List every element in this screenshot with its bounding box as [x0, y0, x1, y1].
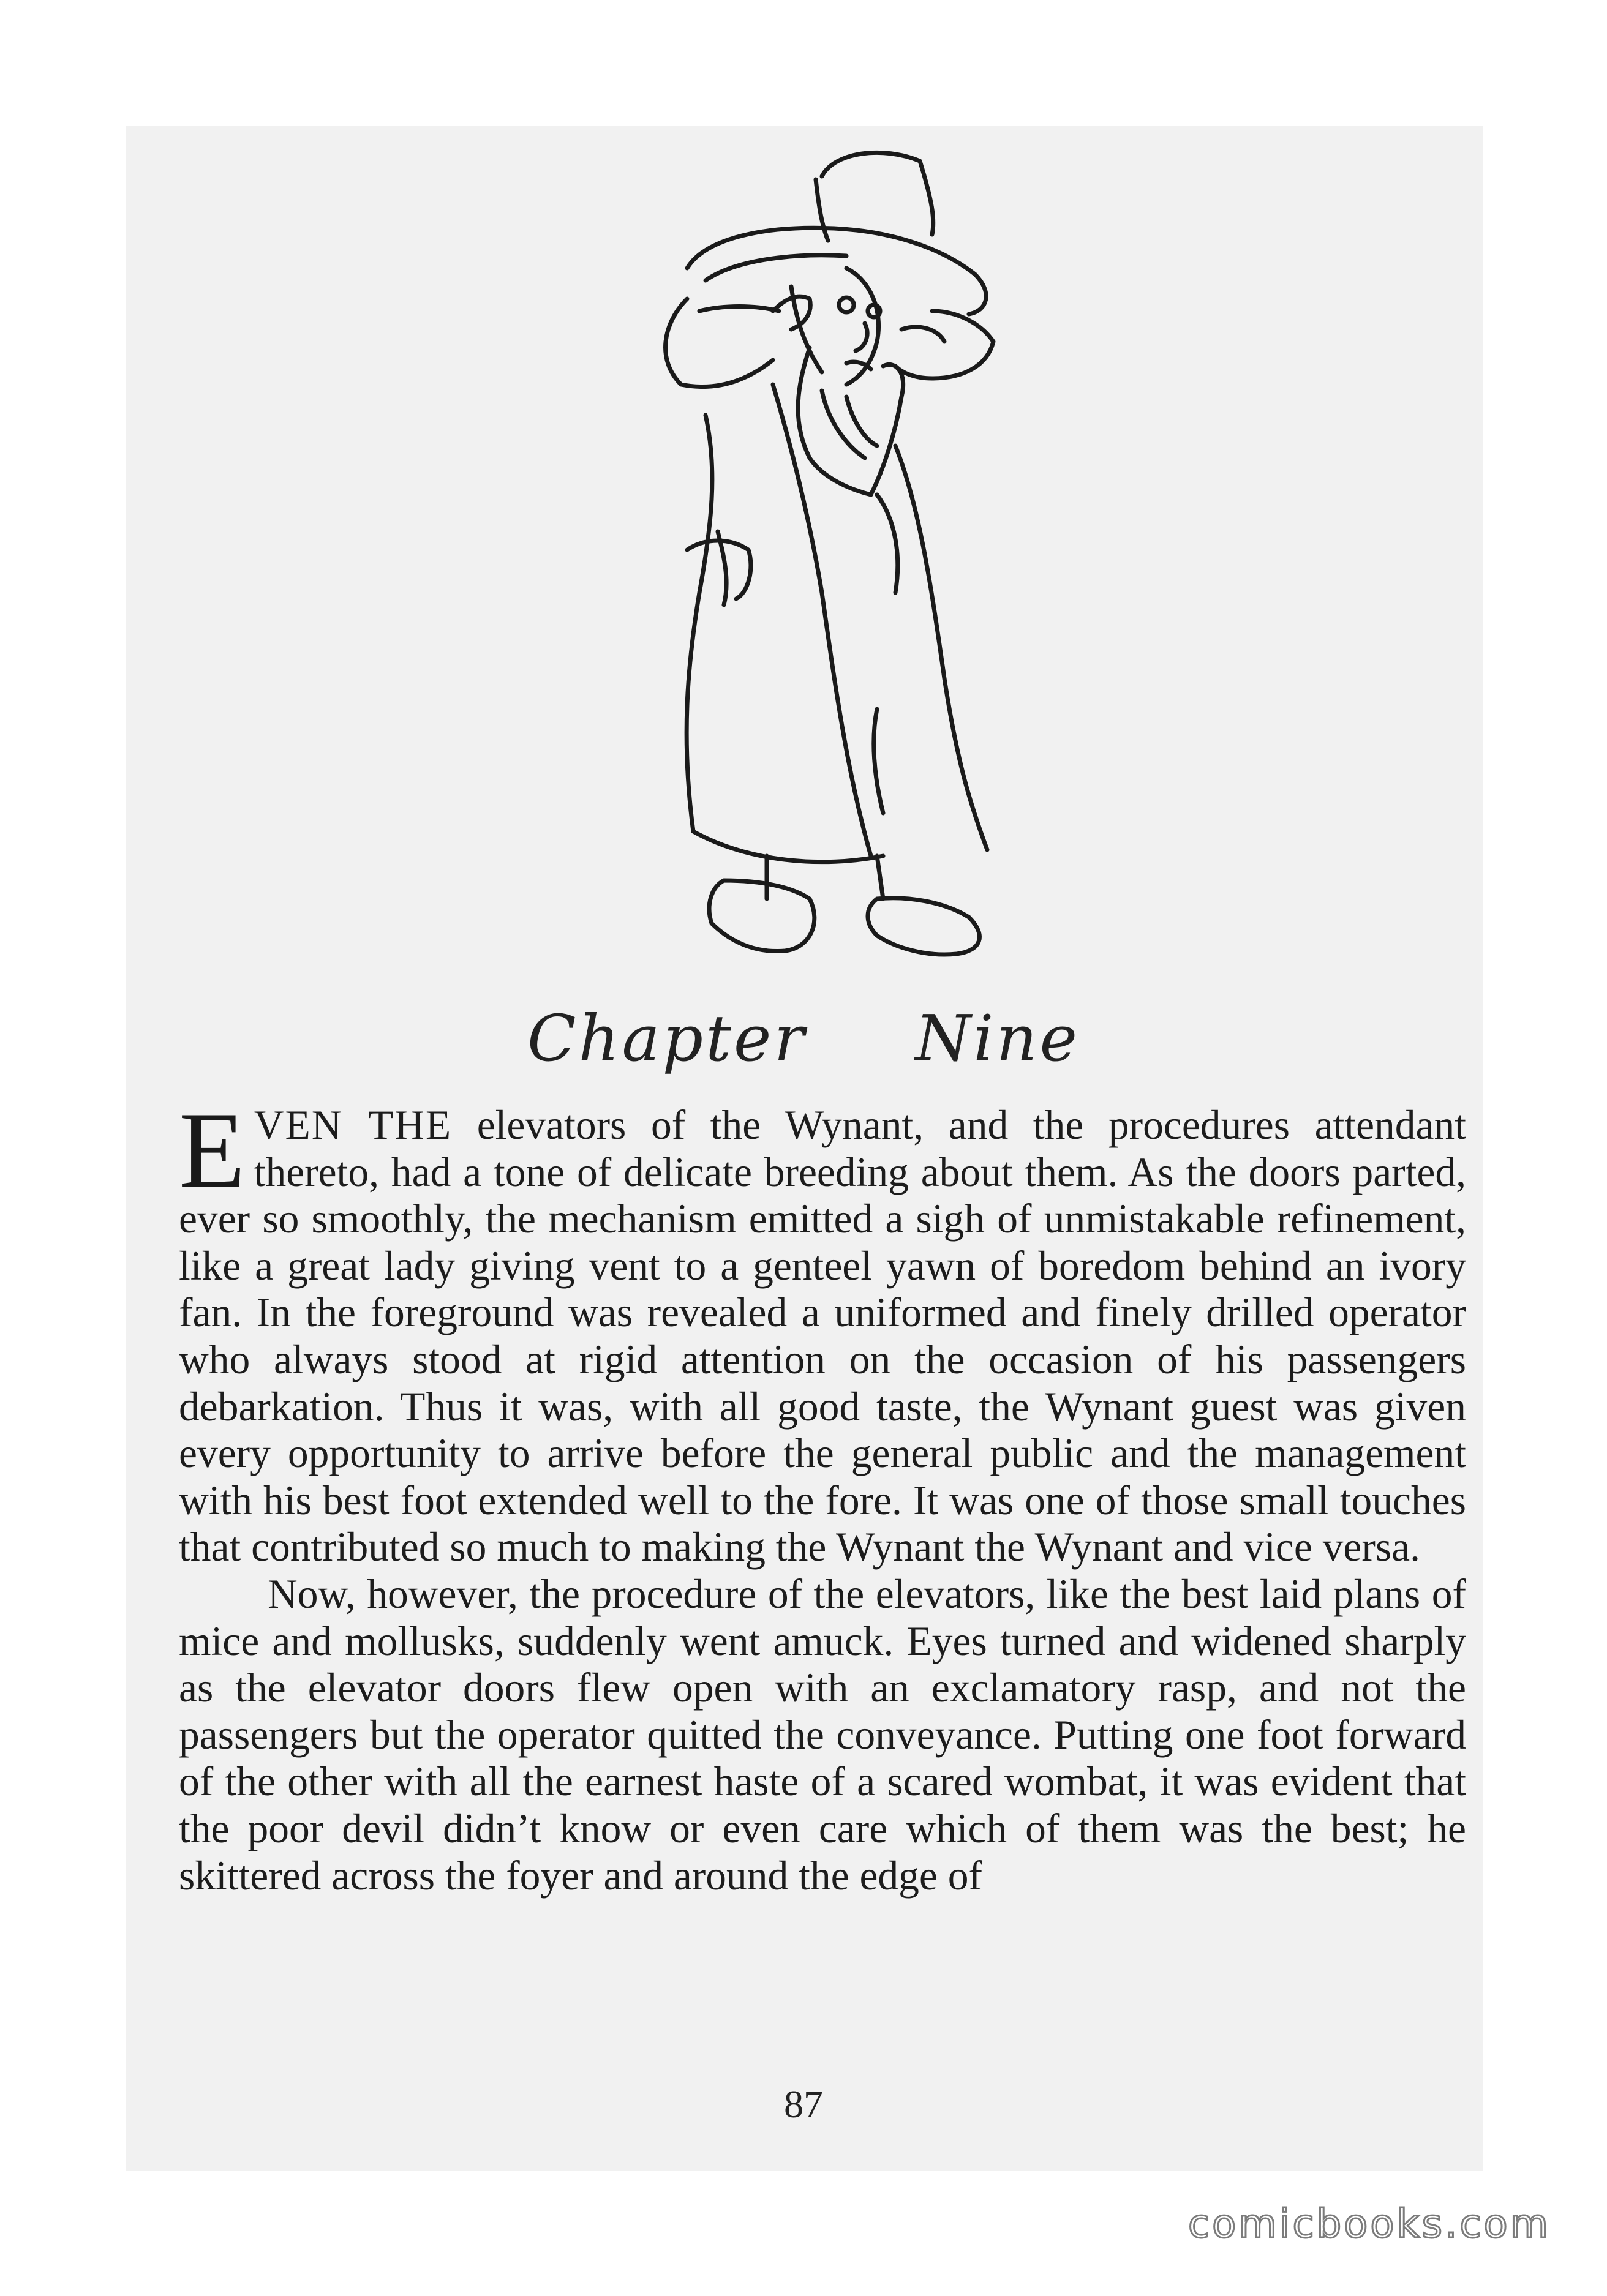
page-number: 87	[784, 2082, 823, 2126]
lead-words: VEN THE	[254, 1102, 453, 1148]
bearded-man-covering-ears-illustration	[503, 127, 1097, 978]
drop-cap: E	[179, 1089, 246, 1210]
paragraph-1-text: elevators of the Wynant, and the procedures attendant thereto, had a tone of delicate breeding about them. As the doors parted, ever so smoothly, the mechanism emitted a sigh of unmistakable refinement, like a great lady giving vent to a genteel yawn of boredom behind an ivory fan. In the foreground was revealed a uniformed and finely drilled operator who always stood at rigid attention on the occasion of his passengers debarkation. Thus it was, with all good taste, the Wynant guest was given every opportunity to arrive before the general public and the management with his best foot extended well to the fore. It was one of those small touches that contributed so much to making the Wynant the Wynant and vice versa.	[179, 1102, 1467, 1570]
chapter-word: Chapter	[527, 1001, 807, 1076]
paragraph-2: Now, however, the procedure of the elevators, like the best laid plans of mice and mollusks, suddenly went amuck. Eyes turned and widened sharply as the elevator doors flew open with an exclamatory rasp, and not the passengers but the operator quitted the conveyance. Putting one foot forward of the other with all the earnest haste of a scared wombat, it was evident that the poor devil didn’t know or even care which of them was the best; he skittered across the foyer and around the edge of	[179, 1570, 1466, 1899]
chapter-number-word: Nine	[915, 1001, 1080, 1076]
watermark-logo: comicbooks.com	[1187, 2202, 1551, 2247]
paragraph-1	[179, 1089, 1467, 1571]
chapter-body-text	[179, 1089, 1467, 1899]
chapter-heading	[0, 1001, 1607, 1076]
